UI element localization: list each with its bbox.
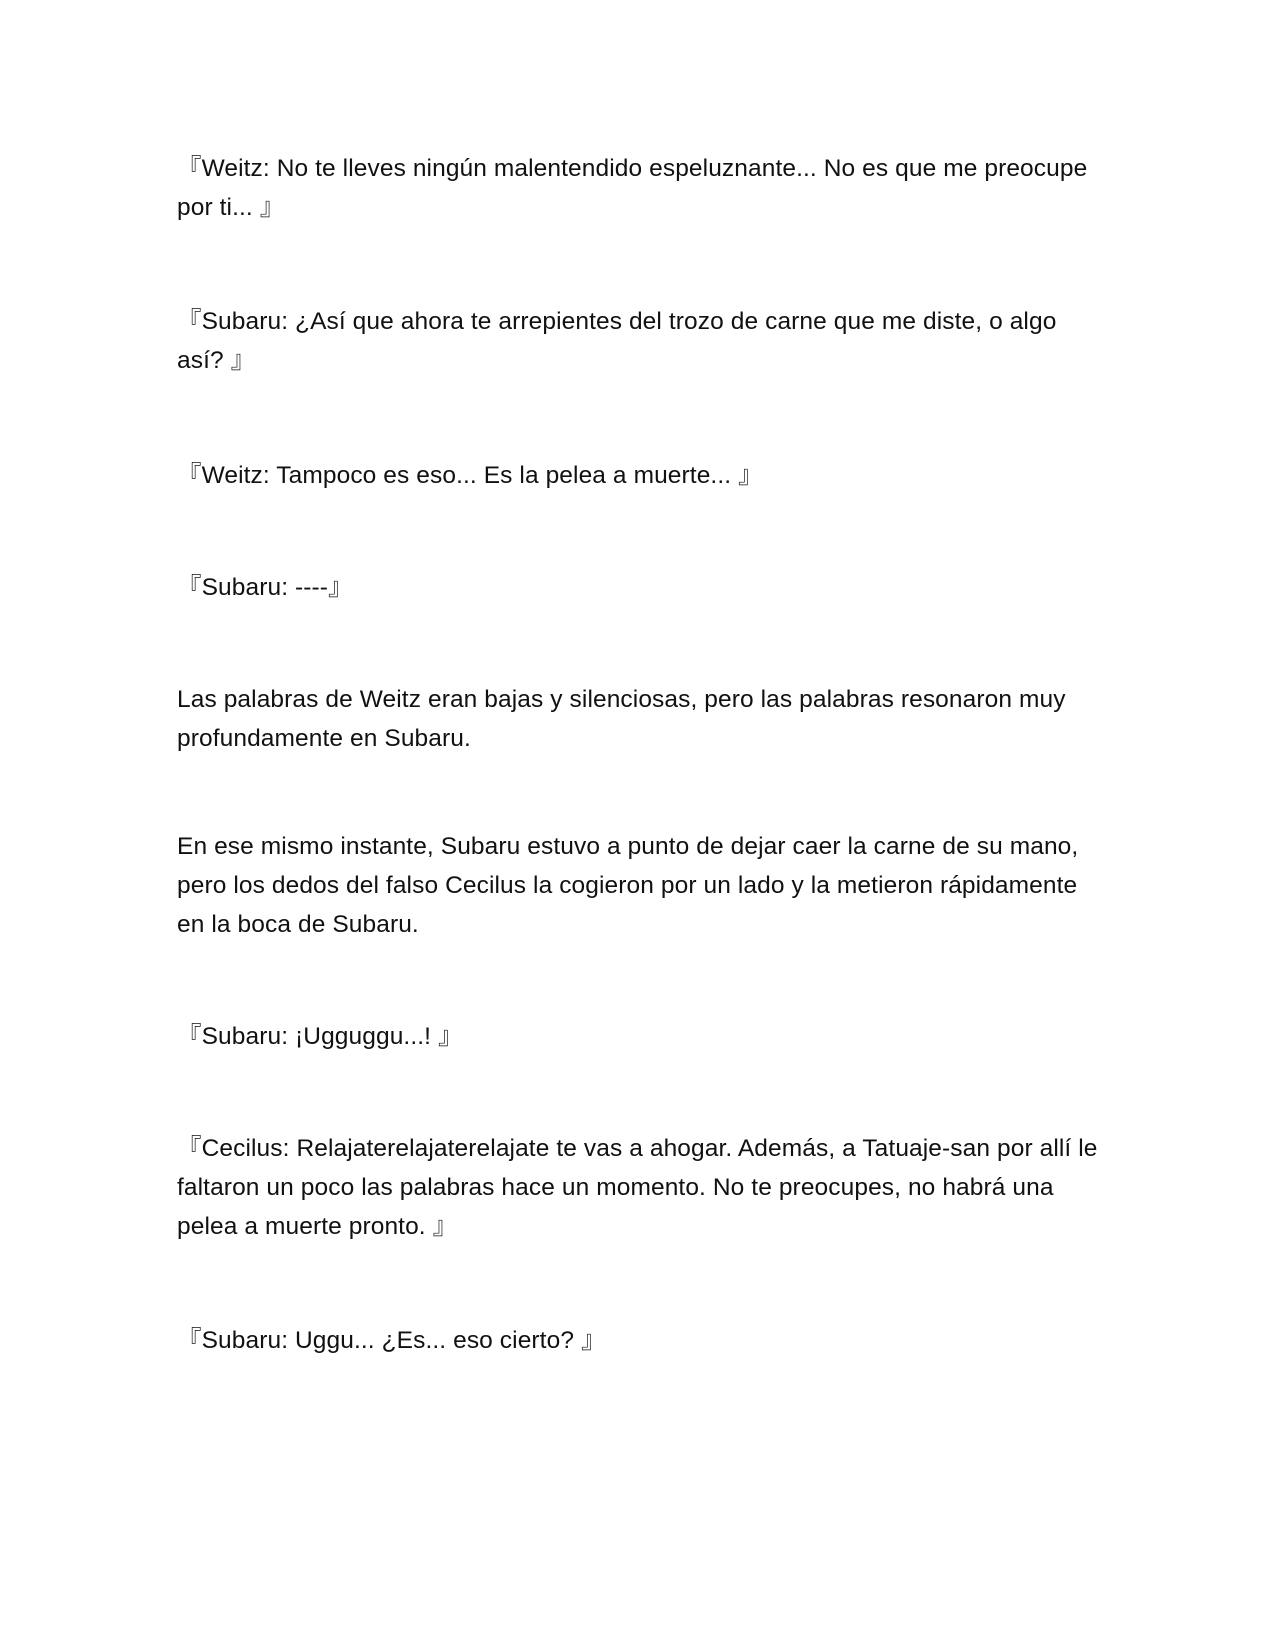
dialogue-cecilus-1: 『Cecilus: Relajaterelajaterelajate te vas a ahogar. Además, a Tatuaje-san por allí le faltaron un poco las palabras hace un momento. No te preocupes, no habrá una pelea a muerte pronto. 』 xyxy=(177,1135,1098,1240)
dialogue-subaru-4: 『Subaru: Uggu... ¿Es... eso cierto? 』 xyxy=(177,1327,606,1354)
dialogue-weitz-2: 『Weitz: Tampoco es eso... Es la pelea a muerte... 』 xyxy=(177,462,763,489)
dialogue-subaru-2: 『Subaru: ----』 xyxy=(177,574,353,601)
dialogue-weitz-1: 『Weitz: No te lleves ningún malentendido espeluznante... No es que me preocupe por ti... 』 xyxy=(177,155,1088,221)
dialogue-subaru-1: 『Subaru: ¿Así que ahora te arrepientes del trozo de carne que me diste, o algo así? 』 xyxy=(177,308,1057,374)
dialogue-subaru-3: 『Subaru: ¡Ugguggu...! 』 xyxy=(177,1023,463,1050)
narration-paragraph-2: En ese mismo instante, Subaru estuvo a punto de dejar caer la carne de su mano, pero los dedos del falso Cecilus la cogieron por un lado y la metieron rápidamente en la boca de Subaru. xyxy=(177,833,1079,938)
narration-paragraph-1: Las palabras de Weitz eran bajas y silenciosas, pero las palabras resonaron muy profundamente en Subaru. xyxy=(177,686,1066,752)
